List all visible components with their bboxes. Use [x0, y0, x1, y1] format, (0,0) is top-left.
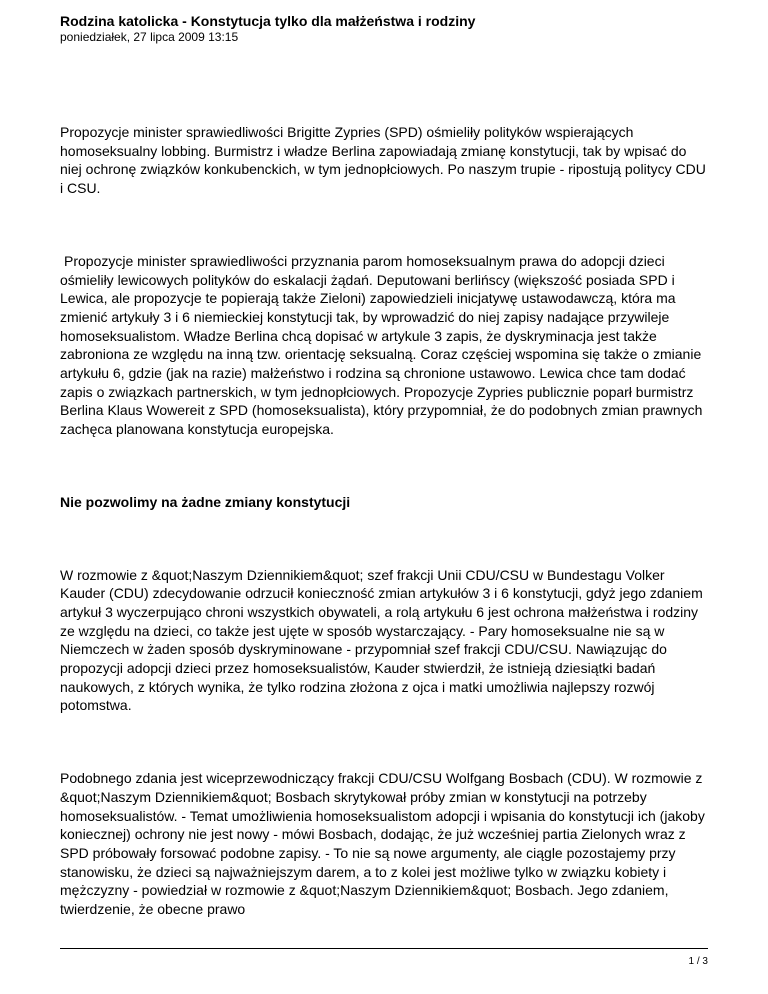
paragraph-2: Propozycje minister sprawiedliwości przyznania parom homoseksualnym prawa do adopcji dzieci ośmieliły lewicowych polityków do eskalacji żądań. Deputowani berlińscy (większość posiada SPD i Lewica, ale propozycje te popierają także Zieloni) zapowiedzieli inicjatywę ustawodawczą, która ma zmienić artykuły 3 i 6 niemieckiej konstytucji tak, by wprowadzić do niej zapisy nadające przywileje homoseksualistom. Władze Berlina chcą dopisać w artykule 3 zapis, że dyskryminacja jest także zabroniona ze względu na inną tzw. orientację seksualną. Coraz częściej wspomina się także o zmianie artykułu 6, gdzie (jak na razie) małżeństwo i rodzina są chronione ustawowo. Lewica chce tam dodać zapis o związkach partnerskich, w tym jednopłciowych. Propozycje Zypries publicznie poparł burmistrz Berlina Klaus Wowereit z SPD (homoseksualista), który przypomniał, że do podobnych zmian prawnych zachęca planowana konstytucja europejska.	[60, 252, 703, 438]
footer-divider	[60, 948, 708, 949]
section-heading: Nie pozwolimy na żadne zmiany konstytucji	[60, 493, 351, 510]
document-title: Rodzina katolicka - Konstytucja tylko dla małżeństwa i rodziny	[60, 13, 476, 29]
document-header	[60, 12, 475, 45]
document-date: poniedziałek, 27 lipca 2009 13:15	[60, 30, 239, 44]
page-number: 1 / 3	[688, 956, 708, 967]
article-body	[60, 123, 710, 973]
paragraph-4: Podobnego zdania jest wiceprzewodniczący frakcji CDU/CSU Wolfgang Bosbach (CDU). W rozmowie z &quot;Naszym Dziennikiem&quot; Bosbach skrytykował próby zmian w konstytucji na potrzeby homoseksualistów. - Temat umożliwienia homoseksualistom adopcji i wpisania do konstytucji ich (jakoby koniecznej) ochrony nie jest nowy - mówi Bosbach, dodając, że już wcześniej partia Zielonych wraz z SPD próbowały forsować podobne zapisy. - To nie są nowe argumenty, ale ciągle pozostajemy przy stanowisku, że dzieci są najważniejszym darem, a to z kolei jest możliwe tylko w związku kobiety i mężczyzny - powiedział w rozmowie z &quot;Naszym Dziennikiem&quot; Bosbach. Jego zdaniem, twierdzenie, że obecne prawo	[60, 770, 705, 918]
paragraph-3: W rozmowie z &quot;Naszym Dziennikiem&quot; szef frakcji Unii CDU/CSU w Bundestagu Volker Kauder (CDU) zdecydowanie odrzucił konieczność zmian artykułów 3 i 6 konstytucji, gdyż jego zdaniem artykuł 3 wyczerpująco chroni wszystkich obywateli, a rolą artykułu 6 jest ochrona małżeństwa i rodziny ze względu na dzieci, co także jest ujęte w sposób wystarczający. - Pary homoseksualne nie są w Niemczech w żaden sposób dyskryminowane - przypomniał szef frakcji CDU/CSU. Nawiązując do propozycji adopcji dzieci przez homoseksualistów, Kauder stwierdził, że istnieją dziesiątki badań naukowych, z których wynika, że tylko rodzina złożona z ojca i matki umożliwia najlepszy rozwój potomstwa.	[60, 566, 703, 714]
paragraph-lead: Propozycje minister sprawiedliwości Brigitte Zypries (SPD) ośmieliły polityków wspierających homoseksualny lobbing. Burmistrz i władze Berlina zapowiadają zmianę konstytucji, tak by wpisać do niej ochronę związków konkubenckich, w tym jednopłciowych. Po naszym trupie - ripostują politycy CDU i CSU.	[60, 124, 706, 197]
